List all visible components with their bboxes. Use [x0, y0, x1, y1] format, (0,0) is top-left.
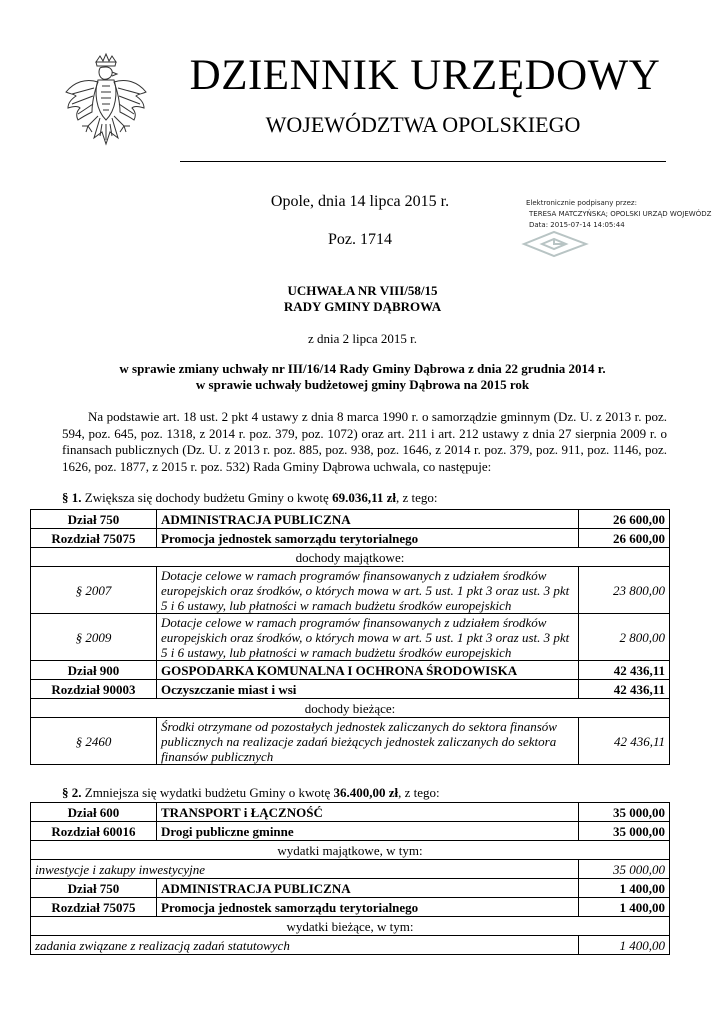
row-code: Dział 600 [31, 803, 157, 822]
table-row [31, 614, 670, 661]
row-code: § 2460 [31, 718, 157, 765]
row-name: Dotacje celowe w ramach programów finansowanych z udziałem środków europejskich oraz środków, o których mowa w art. 5 ust. 1 pkt 3 oraz ust. 3 pkt 5 i 6 ustawy, lub płatności w ramach budżetu środków europejskich [157, 614, 579, 661]
row-value: 35 000,00 [579, 822, 670, 841]
table-row [31, 718, 670, 765]
section-2-text-before: Zmniejsza się wydatki budżetu Gminy o kwotę [81, 785, 334, 800]
row-name: Oczyszczanie miast i wsi [157, 680, 579, 699]
row-value: 1 400,00 [579, 879, 670, 898]
row-name: ADMINISTRACJA PUBLICZNA [157, 510, 579, 529]
resolution-number: UCHWAŁA NR VIII/58/15 [287, 283, 438, 298]
row-code: § 2007 [31, 567, 157, 614]
row-value: 1 400,00 [579, 936, 670, 955]
row-name: GOSPODARKA KOMUNALNA I OCHRONA ŚRODOWISKA [157, 661, 579, 680]
position-number: Poz. 1714 [328, 231, 392, 248]
row-code: Dział 900 [31, 661, 157, 680]
section-2-label: § 2. [62, 785, 82, 800]
section-1-label: § 1. [62, 490, 82, 505]
preamble-text: Na podstawie art. 18 ust. 2 pkt 4 ustawy z dnia 8 marca 1990 r. o samorządzie gminnym (Dz. U. z 2013 r. poz. 594, poz. 645, poz. 1318, z 2014 r. poz. 379, poz. 1072) oraz art. 211 i art. 212 ustawy z dnia 27 sierpnia 2009 r. o finansach publicznych (Dz. U. z 2013 r. poz. 885, poz. 938, poz. 1646, z 2014 r. poz. 379, poz. 911, poz. 1146, poz. 1626, poz. 1877, z 2015 r. poz. 532) Rada Gminy Dąbrowa uchwala, co następuje: [62, 409, 667, 474]
row-name: ADMINISTRACJA PUBLICZNA [157, 879, 579, 898]
resolution-heading [100, 283, 625, 315]
journal-subtitle: WOJEWÓDZTWA OPOLSKIEGO [265, 112, 581, 137]
table-row [31, 841, 670, 860]
table-row [31, 803, 670, 822]
expenditure-table [30, 802, 670, 955]
preamble [62, 409, 667, 475]
table-row [31, 699, 670, 718]
row-category: dochody bieżące: [31, 699, 670, 718]
table-row [31, 936, 670, 955]
subject-line-2: w sprawie uchwały budżetowej gminy Dąbrowa na 2015 rok [195, 377, 530, 392]
row-name: Dotacje celowe w ramach programów finansowanych z udziałem środków europejskich oraz środków, o których mowa w art. 5 ust. 1 pkt 3 oraz ust. 3 pkt 5 i 6 ustawy, lub płatności w ramach budżetu środków europejskich [157, 567, 579, 614]
row-value: 2 800,00 [579, 614, 670, 661]
table-row [31, 567, 670, 614]
row-name: Środki otrzymane od pozostałych jednostek zaliczanych do sektora finansów publicznych na realizacje zadań bieżących jednostek zaliczanych do sektora finansów publicznych [157, 718, 579, 765]
row-value: 35 000,00 [579, 860, 670, 879]
section-1-text-before: Zwiększa się dochody budżetu Gminy o kwotę [81, 490, 333, 505]
row-code: Rozdział 75075 [31, 898, 157, 917]
row-name: Promocja jednostek samorządu terytorialnego [157, 529, 579, 548]
row-code: Rozdział 60016 [31, 822, 157, 841]
section-2-text-after: , z tego: [398, 785, 440, 800]
section-2-amount: 36.400,00 zł [333, 785, 399, 800]
income-table [30, 509, 670, 765]
row-code: Dział 750 [31, 510, 157, 529]
table-row [31, 860, 670, 879]
signature-line-1: Elektronicznie podpisany przez: [526, 199, 637, 207]
row-name: Drogi publiczne gminne [157, 822, 579, 841]
row-name: TRANSPORT i ŁĄCZNOŚĆ [157, 803, 579, 822]
section-1-amount: 69.036,11 zł [332, 490, 396, 505]
row-name: zadania związane z realizacją zadań statutowych [31, 936, 579, 955]
electronic-signature [526, 198, 716, 231]
row-value: 23 800,00 [579, 567, 670, 614]
signature-line-3: Data: 2015-07-14 14:05:44 [529, 221, 625, 229]
table-row [31, 510, 670, 529]
journal-title: DZIENNIK URZĘDOWY [189, 52, 661, 99]
row-category: wydatki majątkowe, w tym: [31, 841, 670, 860]
row-value: 42 436,11 [579, 680, 670, 699]
row-value: 26 600,00 [579, 529, 670, 548]
table-row [31, 917, 670, 936]
date-line: Opole, dnia 14 lipca 2015 r. [270, 193, 450, 210]
row-value: 42 436,11 [579, 718, 670, 765]
table-row [31, 661, 670, 680]
row-value: 42 436,11 [579, 661, 670, 680]
row-category: wydatki bieżące, w tym: [31, 917, 670, 936]
section-2-intro [62, 785, 440, 801]
section-1-intro [62, 490, 438, 506]
resolution-date: z dnia 2 lipca 2015 r. [307, 331, 418, 346]
table-row [31, 548, 670, 567]
resolution-body: RADY GMINY DĄBROWA [283, 299, 442, 314]
subject-line-1: w sprawie zmiany uchwały nr III/16/14 Rady Gminy Dąbrowa z dnia 22 grudnia 2014 r. [119, 361, 606, 376]
table-row [31, 822, 670, 841]
row-name: Promocja jednostek samorządu terytorialnego [157, 898, 579, 917]
row-category: dochody majątkowe: [31, 548, 670, 567]
row-code: § 2009 [31, 614, 157, 661]
table-row [31, 680, 670, 699]
row-code: Rozdział 75075 [31, 529, 157, 548]
signature-stamp-icon [520, 228, 590, 258]
row-code: Rozdział 90003 [31, 680, 157, 699]
row-value: 26 600,00 [579, 510, 670, 529]
section-1-text-after: , z tego: [395, 490, 438, 505]
resolution-subject [60, 361, 665, 393]
row-value: 1 400,00 [579, 898, 670, 917]
row-code: Dział 750 [31, 879, 157, 898]
table-row [31, 879, 670, 898]
signature-line-2: TERESA MATCZYŃSKA; OPOLSKI URZĄD WOJEWÓDZ [529, 210, 712, 218]
polish-eagle-emblem-icon [58, 52, 154, 156]
row-name: inwestycje i zakupy inwestycyjne [31, 860, 579, 879]
header-divider [180, 161, 666, 162]
table-row [31, 898, 670, 917]
table-row [31, 529, 670, 548]
row-value: 35 000,00 [579, 803, 670, 822]
